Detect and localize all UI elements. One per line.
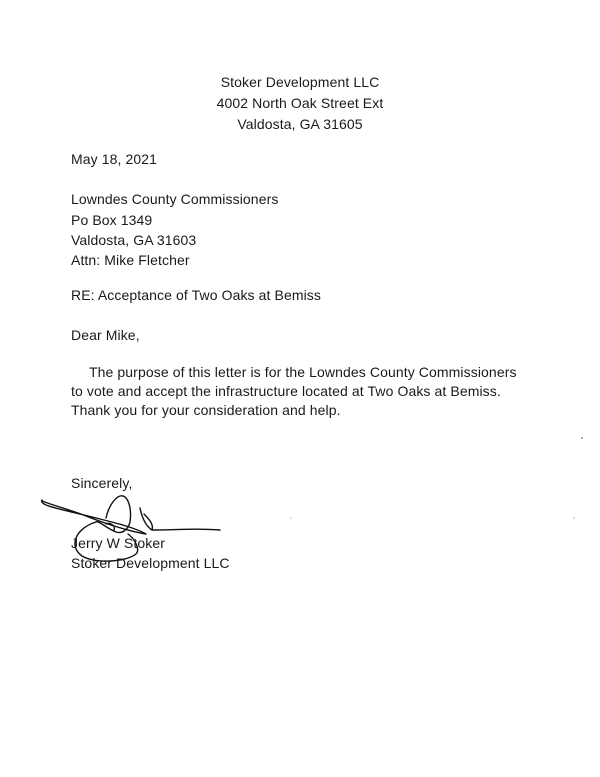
recipient-po-box: Po Box 1349 — [71, 212, 153, 228]
subject-line: RE: Acceptance of Two Oaks at Bemiss — [71, 287, 322, 303]
letterhead-street: 4002 North Oak Street Ext — [216, 95, 384, 111]
scan-speck — [573, 517, 575, 519]
closing: Sincerely, — [71, 475, 133, 491]
letter-date: May 18, 2021 — [71, 151, 158, 167]
letterhead-company: Stoker Development LLC — [220, 74, 380, 90]
recipient-attn: Attn: Mike Fletcher — [71, 252, 190, 268]
body-line-3: Thank you for your consideration and help. — [71, 402, 341, 418]
scan-speck — [290, 517, 292, 519]
salutation: Dear Mike, — [71, 327, 140, 343]
body-line-1: The purpose of this letter is for the Lowndes County Commissioners — [89, 364, 517, 380]
body-line-2: to vote and accept the infrastructure located at Two Oaks at Bemiss. — [71, 383, 501, 399]
recipient-name: Lowndes County Commissioners — [71, 191, 279, 207]
signer-company: Stoker Development LLC — [71, 555, 230, 571]
signer-name: Jerry W Stoker — [71, 535, 165, 551]
recipient-city: Valdosta, GA 31603 — [71, 232, 197, 248]
letterhead-city: Valdosta, GA 31605 — [237, 116, 363, 132]
scan-speck — [581, 437, 583, 439]
